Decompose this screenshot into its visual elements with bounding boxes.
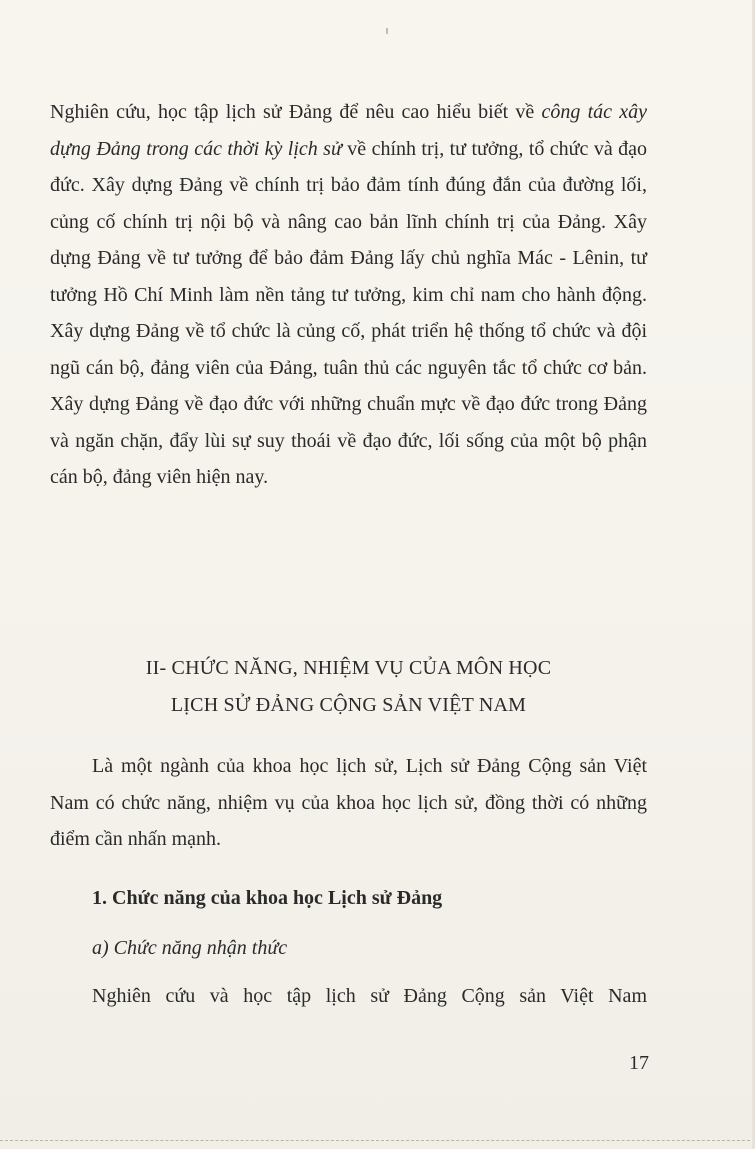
section-heading-line-2: LỊCH SỬ ĐẢNG CỘNG SẢN VIỆT NAM xyxy=(170,694,527,716)
section-heading xyxy=(50,650,647,724)
page-number: 17 xyxy=(629,1052,649,1074)
section-heading-line-1: II- CHỨC NĂNG, NHIỆM VỤ CỦA MÔN HỌC xyxy=(145,657,552,679)
page-bottom-edge xyxy=(0,1140,755,1142)
print-mark xyxy=(386,28,388,34)
paragraph-italic-phrase: công tác xây dựng Đảng trong các thời kỳ lịch sử xyxy=(50,101,647,160)
sub-subsection-heading: a) Chức năng nhận thức xyxy=(92,937,288,959)
paragraph-cognitive-function: Nghiên cứu và học tập lịch sử Đảng Cộng sản Việt Nam xyxy=(92,985,647,1007)
paragraph-intro-functions: Là một ngành của khoa học lịch sử, Lịch sử Đảng Cộng sản Việt Nam có chức năng, nhiệm vụ của khoa học lịch sử, đồng thời có những điểm cần nhấn mạnh. xyxy=(50,755,647,850)
paragraph-party-building xyxy=(50,94,647,496)
paragraph-lead: Nghiên cứu, học tập lịch sử Đảng để nêu cao hiểu biết về xyxy=(50,101,535,123)
paragraph-rest: về chính trị, tư tưởng, tổ chức và đạo đức. Xây dựng Đảng về chính trị bảo đảm tính đúng đắn của đường lối, củng cố chính trị nội bộ và nâng cao bản lĩnh chính trị của Đảng. Xây dựng Đảng về tư tưởng để bảo đảm Đảng lấy chủ nghĩa Mác - Lênin, tư tưởng Hồ Chí Minh làm nền tảng tư tưởng, kim chỉ nam cho hành động. Xây dựng Đảng về tổ chức là củng cố, phát triển hệ thống tổ chức và đội ngũ cán bộ, đảng viên của Đảng, tuân thủ các nguyên tắc tổ chức cơ bản. Xây dựng Đảng về đạo đức với những chuẩn mực về đạo đức trong Đảng và ngăn chặn, đẩy lùi sự suy thoái về đạo đức, lối sống của một bộ phận cán bộ, đảng viên hiện nay. xyxy=(50,137,647,488)
subsection-heading: 1. Chức năng của khoa học Lịch sử Đảng xyxy=(92,887,443,909)
